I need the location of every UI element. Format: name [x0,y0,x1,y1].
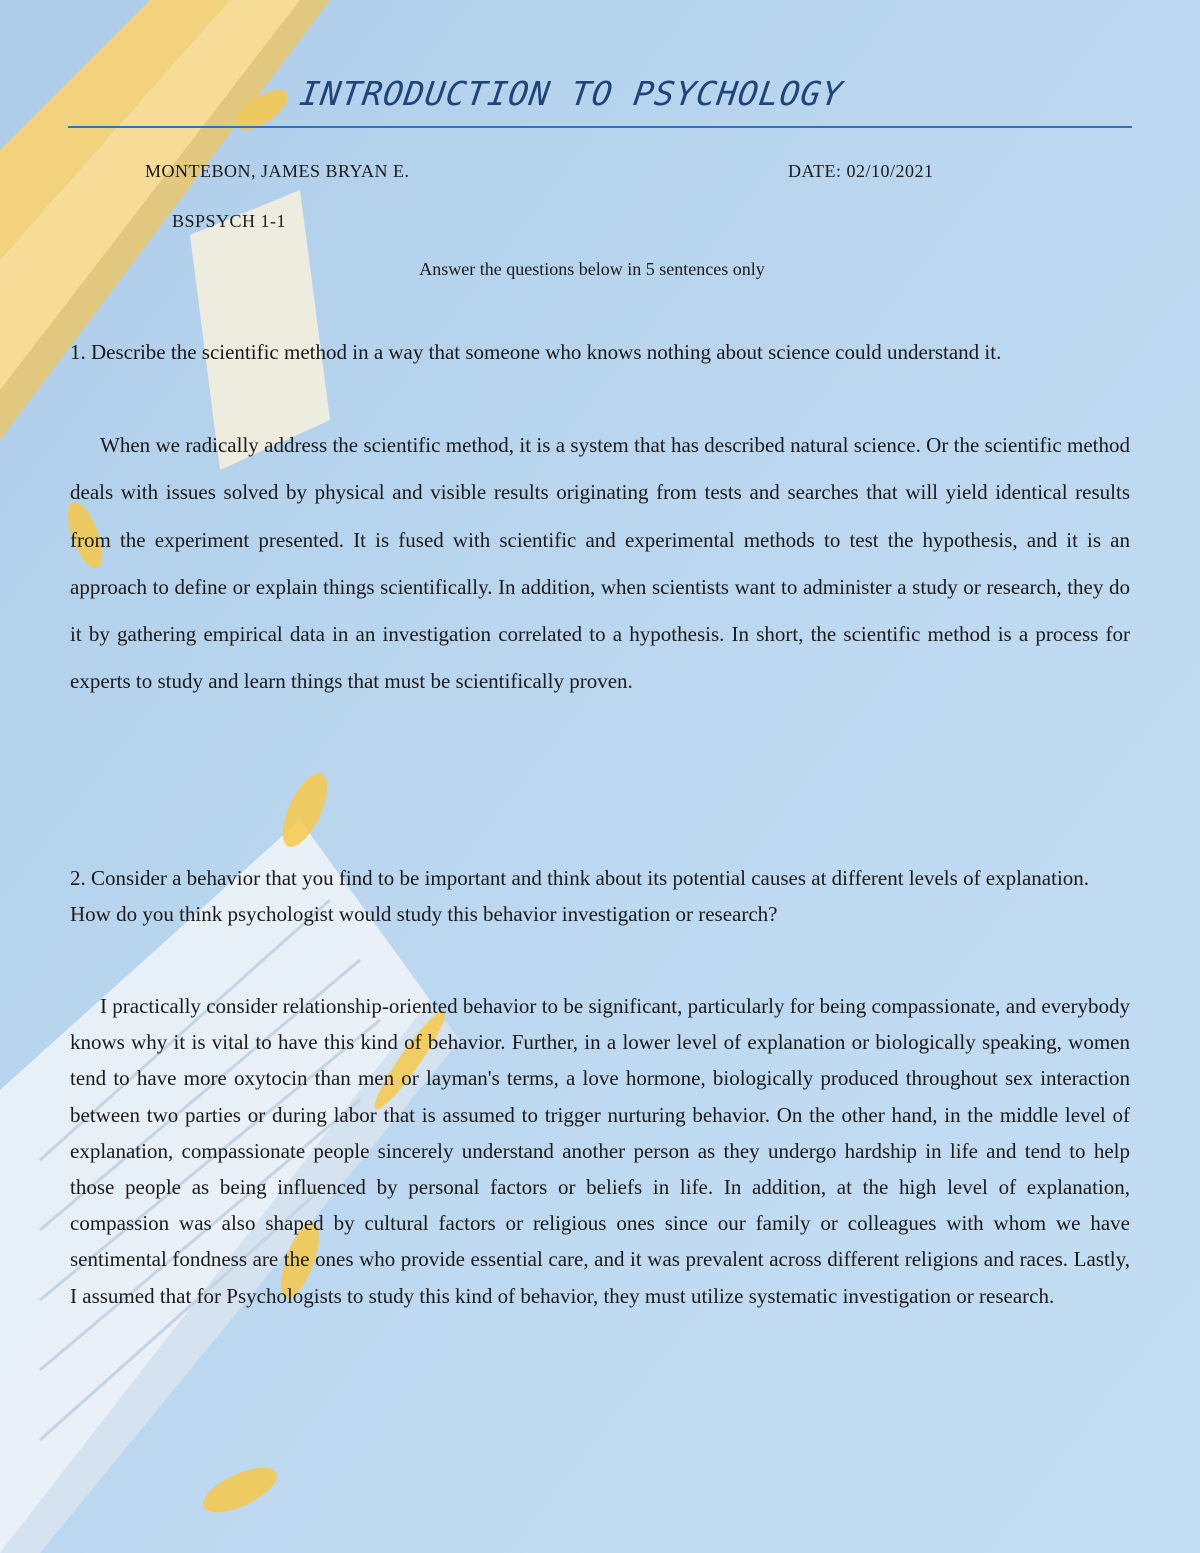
course-section: BSPSYCH 1-1 [172,211,287,231]
student-name: MONTEBON, JAMES BRYAN E. [145,161,410,181]
question-1: 1. Describe the scientific method in a way that someone who knows nothing about science could understand it. [70,340,1002,364]
title-divider [68,126,1132,128]
answer-1: When we radically address the scientific method, it is a system that has described natural science. Or the scientific method deals with issues solved by physical and visible results originating from tests and searches that will yield identical results from the experiment presented. It is fused with scientific and experimental methods to test the hypothesis, and it is an approach to define or explain things scientifically. In addition, when scientists want to administer a study or research, they do it by gathering empirical data in an investigation correlated to a hypothesis. In short, the scientific method is a process for experts to study and learn things that must be scientifically proven. [70,433,1130,694]
question-2: 2. Consider a behavior that you find to be important and think about its potential causes at different levels of explanation. How do you think psychologist would study this behavior investigation or research? [70,866,1090,926]
submission-date: DATE: 02/10/2021 [788,161,934,181]
document-title: INTRODUCTION TO PSYCHOLOGY [297,74,846,113]
instructions: Answer the questions below in 5 sentences only [419,259,765,279]
answer-2: I practically consider relationship-oriented behavior to be significant, particularly for being compassionate, and everybody knows why it is vital to have this kind of behavior. Further, in a lower level of explanation or biologically speaking, women tend to have more oxytocin than men or layman's terms, a love hormone, biologically produced throughout sex interaction between two parties or during labor that is assumed to trigger nurturing behavior. On the other hand, in the middle level of explanation, compassionate people sincerely understand another person as they undergo hardship in life and tend to help those people as being influenced by personal factors or beliefs in life. In addition, at the high level of explanation, compassion was also shaped by cultural factors or religious ones since our family or colleagues with whom we have sentimental fondness are the ones who provide essential care, and it was prevalent across different religions and races. Lastly, I assumed that for Psychologists to study this kind of behavior, they must utilize systematic investigation or research. [70,994,1130,1308]
